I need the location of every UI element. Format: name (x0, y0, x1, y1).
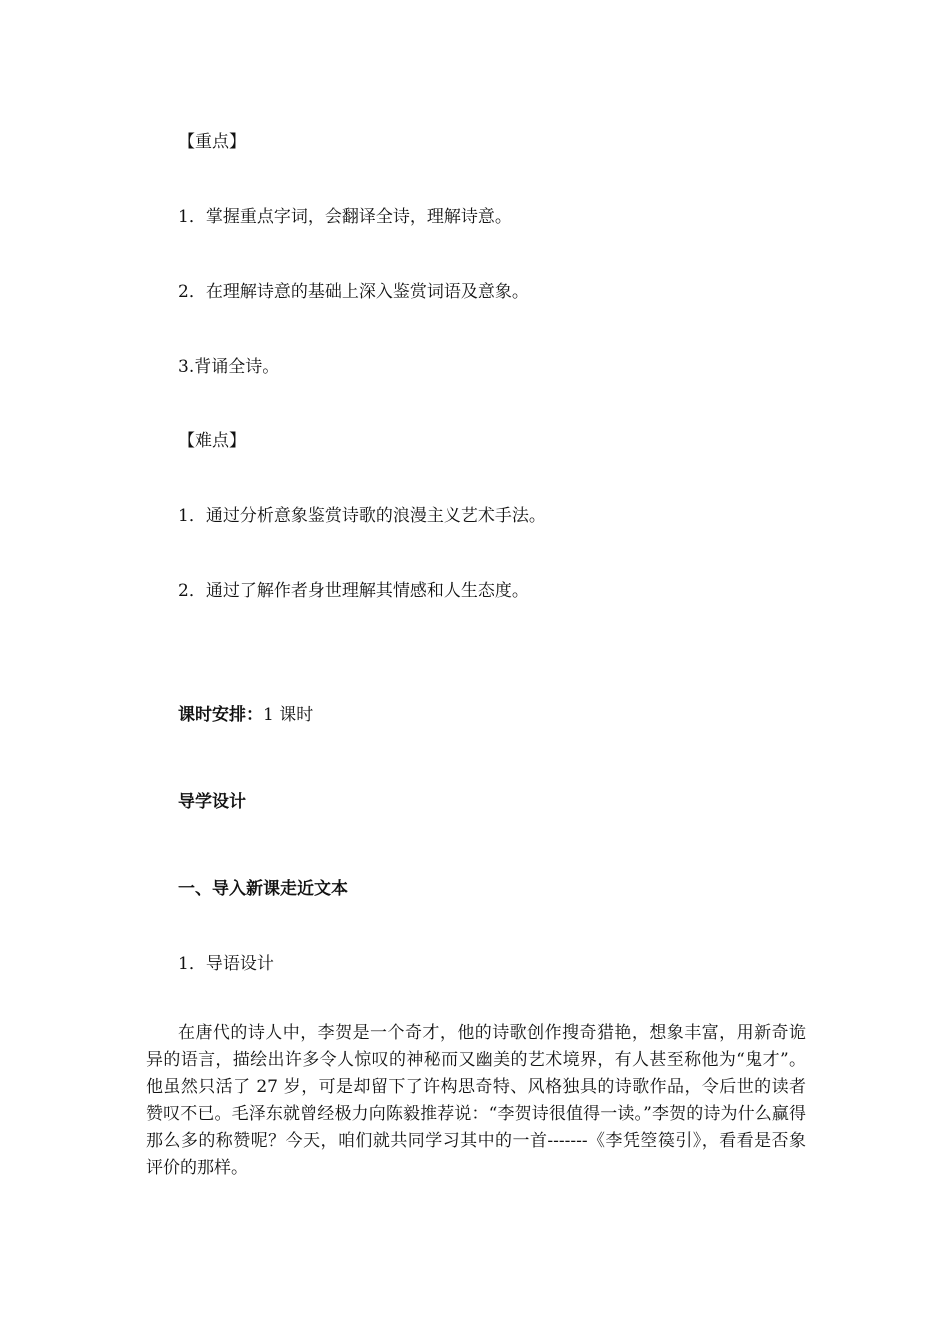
key-points-heading: 【重点】 (178, 132, 246, 152)
section-one-title: 一、导入新课走近文本 (178, 879, 348, 899)
difficult-point-item-2: 2．通过了解作者身世理解其情感和人生态度。 (178, 581, 529, 601)
schedule-line (178, 700, 313, 725)
guide-title: 导学设计 (178, 792, 246, 812)
key-point-item-2: 2．在理解诗意的基础上深入鉴赏词语及意象。 (178, 282, 529, 302)
section-one-subitem: 1．导语设计 (178, 954, 274, 974)
key-point-item-3: 3.背诵全诗。 (178, 357, 280, 377)
difficult-point-item-1: 1．通过分析意象鉴赏诗歌的浪漫主义艺术手法。 (178, 506, 546, 526)
difficult-points-heading: 【难点】 (178, 431, 246, 451)
key-point-item-1: 1．掌握重点字词，会翻译全诗，理解诗意。 (178, 207, 512, 227)
intro-paragraph: 在唐代的诗人中，李贺是一个奇才，他的诗歌创作搜奇猎艳，想象丰富，用新奇诡异的语言，描绘出许多令人惊叹的神秘而又幽美的艺术境界，有人甚至称他为“鬼才”。他虽然只活了 27 岁，可是却留下了许构思奇特、风格独具的诗歌作品，令后世的读者赞叹不已。毛泽东就曾经极力向陈毅推荐说：“李贺诗很值得一读。”李贺的诗为什么赢得那么多的称赞呢？今天，咱们就共同学习其中的一首-------《李凭箜篌引》，看看是否象评价的那样。 (146, 1023, 806, 1178)
schedule-label: 课时安排： (178, 705, 263, 725)
schedule-value: 1 课时 (263, 705, 314, 725)
